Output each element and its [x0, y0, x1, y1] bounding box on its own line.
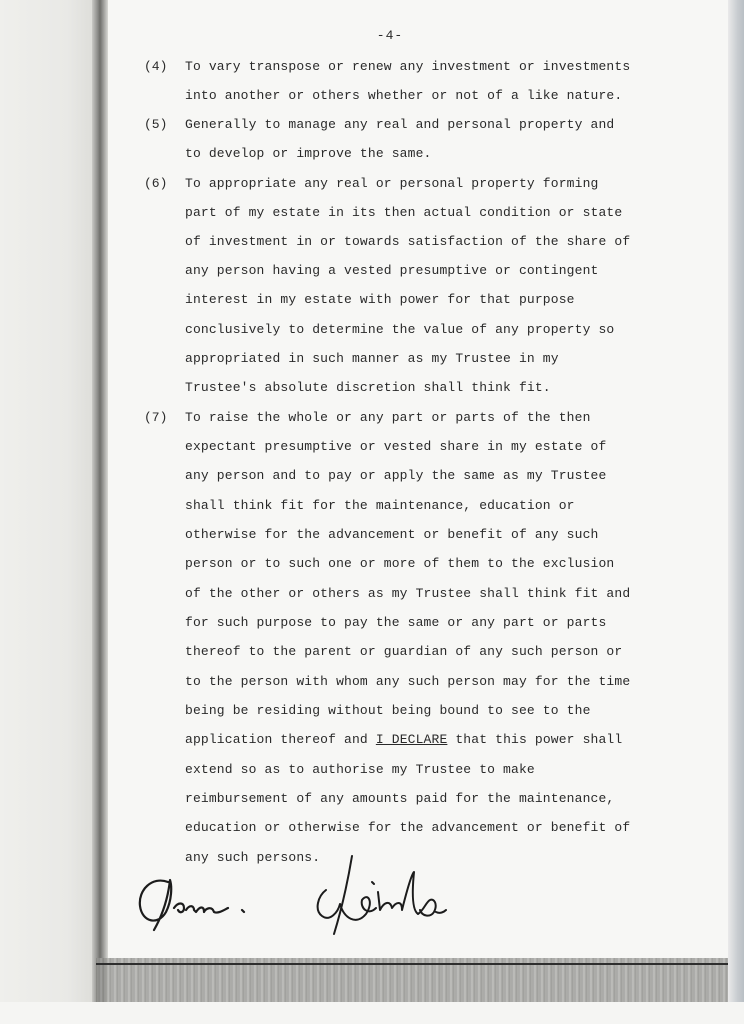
clause-line: To appropriate any real or personal property forming [185, 176, 599, 191]
clause-line: Trustee's absolute discretion shall think fit. [185, 380, 551, 395]
clause-line: conclusively to determine the value of any property so [185, 322, 615, 337]
clause-line: any person having a vested presumptive or contingent [185, 263, 599, 278]
clause-line: To vary transpose or renew any investment or investments [185, 59, 631, 74]
clause-line: reimbursement of any amounts paid for the maintenance, [185, 791, 615, 806]
clause-number: (6) [144, 176, 168, 191]
left-page-margin [0, 0, 96, 1024]
clause-line: person or to such one or more of them to the exclusion [185, 556, 615, 571]
page-number: -4- [376, 28, 404, 43]
clause-line: to develop or improve the same. [185, 146, 432, 161]
clause-line: into another or others whether or not of a like nature. [185, 88, 623, 103]
clause-line: otherwise for the advancement or benefit of any such [185, 527, 599, 542]
clause-line: extend so as to authorise my Trustee to make [185, 762, 535, 777]
clause-line: appropriated in such manner as my Trustee in my [185, 351, 559, 366]
clause-line: any person and to pay or apply the same as my Trustee [185, 468, 607, 483]
clause-line: of the other or others as my Trustee shall think fit and [185, 586, 631, 601]
clause-text: application thereof and [185, 732, 376, 747]
signature-left [132, 868, 282, 938]
clause-line: To raise the whole or any part or parts of the then [185, 410, 591, 425]
clause-line-declare [185, 732, 622, 747]
clause-number: (5) [144, 117, 168, 132]
signature-right [304, 852, 454, 942]
clause-text: that this power shall [447, 732, 623, 747]
clause-number: (7) [144, 410, 168, 425]
clause-line: for such purpose to pay the same or any part or parts [185, 615, 607, 630]
declare-keyword: I DECLARE [375, 732, 448, 747]
clause-line: education or otherwise for the advancement or benefit of [185, 820, 631, 835]
clause-line: being be residing without being bound to see to the [185, 703, 591, 718]
page-bottom-edge [96, 963, 728, 965]
clause-line: thereof to the parent or guardian of any such person or [185, 644, 623, 659]
clause-line: expectant presumptive or vested share in my estate of [185, 439, 607, 454]
clause-line: to the person with whom any such person may for the time [185, 674, 631, 689]
scan-margin [0, 1002, 744, 1024]
binding-spine [92, 0, 108, 1024]
clause-line: Generally to manage any real and personal property and [185, 117, 615, 132]
clause-line: part of my estate in its then actual condition or state [185, 205, 623, 220]
right-page-edge [728, 0, 744, 1024]
clause-line: shall think fit for the maintenance, education or [185, 498, 575, 513]
clause-line: interest in my estate with power for that purpose [185, 292, 575, 307]
clause-line: of investment in or towards satisfaction of the share of [185, 234, 631, 249]
clause-line: any such persons. [185, 850, 321, 865]
clause-number: (4) [144, 59, 168, 74]
